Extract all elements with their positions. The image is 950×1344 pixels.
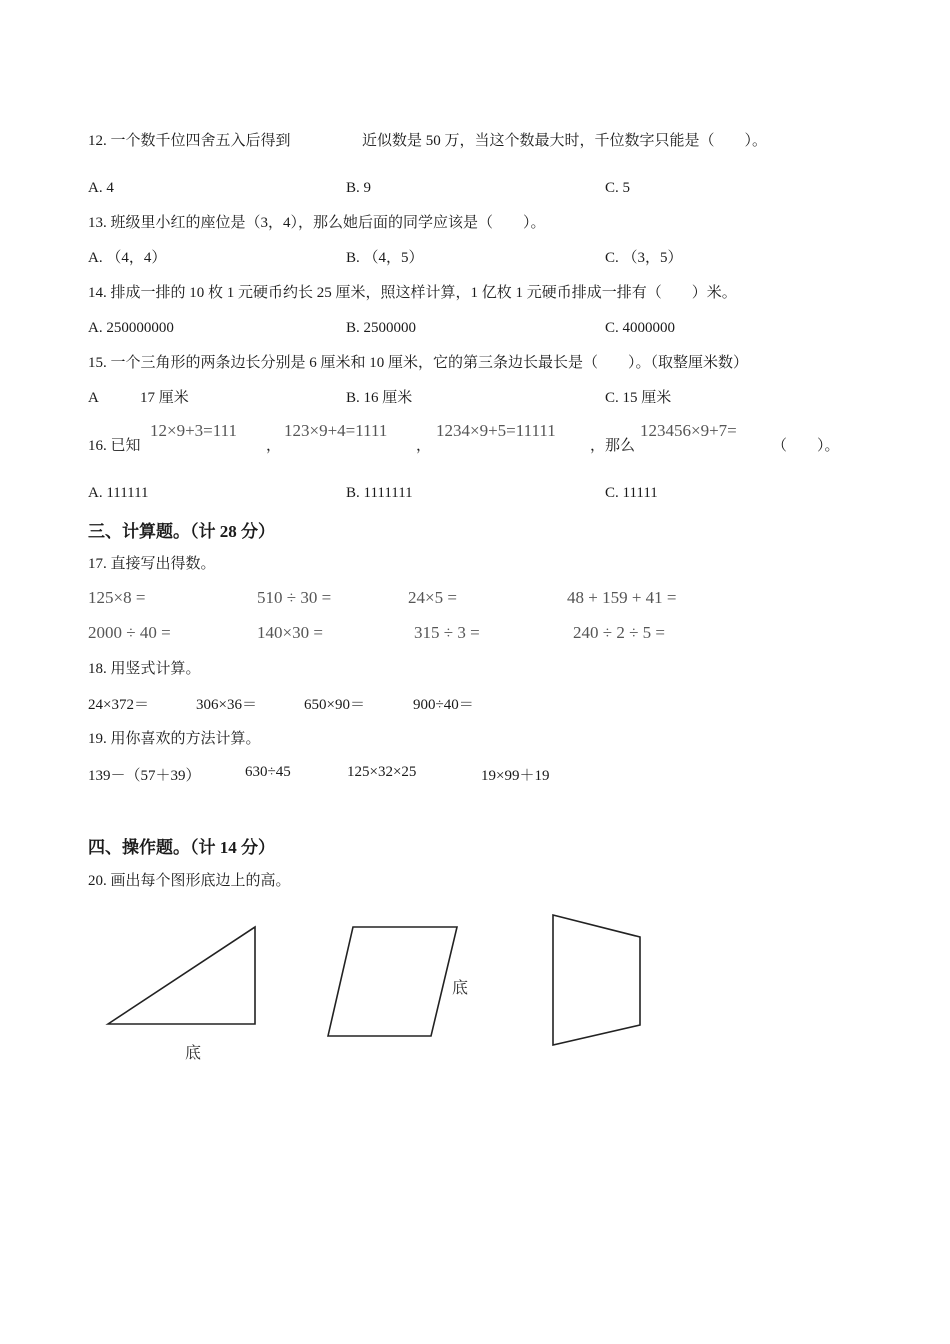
q13-stem: 13. 班级里小红的座位是（3，4），那么她后面的同学应该是（ ）。 — [88, 215, 546, 231]
q16-equation-3: 1234×9+5=11111 — [436, 421, 556, 440]
q12-option-c: C. 5 — [605, 180, 631, 196]
section3-title: 三、计算题。（计 28 分） — [88, 522, 275, 541]
q13-option-a: A. （4，4） — [88, 250, 167, 266]
q17-expr-7: 315 ÷ 3 = — [414, 623, 480, 642]
q14-stem: 14. 排成一排的 10 枚 1 元硬币约长 25 厘米，照这样计算，1 亿枚 1 元硬币排成一排有（ ）米。 — [88, 285, 737, 301]
q16-equation-4: 123456×9+7= — [640, 421, 737, 440]
q17-expr-3: 24×5 = — [408, 588, 457, 607]
q12-option-a: A. 4 — [88, 180, 114, 196]
q18-stem: 18. 用竖式计算。 — [88, 661, 201, 677]
q18-expr-4: 900÷40＝ — [413, 697, 474, 713]
q19-stem: 19. 用你喜欢的方法计算。 — [88, 731, 261, 747]
q15-option-a-value: 17 厘米 — [140, 390, 189, 406]
q13-option-c: C. （3，5） — [605, 250, 683, 266]
q12-option-b: B. 9 — [346, 180, 372, 196]
q14-option-b: B. 2500000 — [346, 320, 417, 336]
parallelogram-base-label: 底 — [452, 980, 469, 997]
q17-stem: 17. 直接写出得数。 — [88, 556, 216, 572]
q14-option-a: A. 250000000 — [88, 320, 174, 336]
q16-equation-1: 12×9+3=111 — [150, 421, 238, 440]
triangle-base-label: 底 — [185, 1045, 202, 1062]
q17-expr-1: 125×8 = — [88, 588, 146, 607]
q16-option-b: B. 1111111 — [346, 485, 413, 501]
q19-expr-4: 19×99＋19 — [481, 768, 550, 784]
section4-title: 四、操作题。（计 14 分） — [88, 838, 275, 857]
q17-expr-5: 2000 ÷ 40 = — [88, 623, 171, 642]
q16-option-a: A. 111111 — [88, 485, 149, 501]
q19-expr-2: 630÷45 — [245, 764, 291, 780]
q16-blank: （ ）。 — [772, 438, 840, 454]
q20-stem: 20. 画出每个图形底边上的高。 — [88, 873, 291, 889]
trapezoid-figure[interactable] — [553, 915, 640, 1045]
q18-expr-1: 24×372＝ — [88, 697, 149, 713]
q16-comma-2: ， — [416, 438, 432, 454]
q17-expr-8: 240 ÷ 2 ÷ 5 = — [573, 623, 665, 642]
q16-equation-2: 123×9+4=1111 — [284, 421, 388, 440]
q14-option-c: C. 4000000 — [605, 320, 676, 336]
q15-option-a-letter: A — [88, 390, 99, 406]
q12-stem-part1: 12. 一个数千位四舍五入后得到 — [88, 133, 291, 149]
q17-expr-6: 140×30 = — [257, 623, 323, 642]
q16-option-c: C. 11111 — [605, 485, 658, 501]
q19-expr-3: 125×32×25 — [347, 764, 417, 780]
q13-option-b: B. （4，5） — [346, 250, 424, 266]
q15-option-c: C. 15 厘米 — [605, 390, 672, 406]
q16-prefix: 16. 已知 — [88, 438, 141, 454]
q17-expr-2: 510 ÷ 30 = — [257, 588, 332, 607]
q16-then: ，那么 — [590, 438, 636, 454]
q15-stem: 15. 一个三角形的两条边长分别是 6 厘米和 10 厘米，它的第三条边长最长是（ ）。（取整厘米数） — [88, 355, 749, 371]
q18-expr-2: 306×36＝ — [196, 697, 257, 713]
q15-option-b: B. 16 厘米 — [346, 390, 413, 406]
q16-comma-1: ， — [266, 438, 282, 454]
q19-expr-1: 139－（57＋39） — [88, 768, 201, 784]
right-triangle-figure[interactable] — [108, 927, 255, 1024]
parallelogram-figure[interactable] — [328, 927, 457, 1036]
q18-expr-3: 650×90＝ — [304, 697, 365, 713]
q12-stem-part2: 近似数是 50 万，当这个数最大时，千位数字只能是（ ）。 — [362, 133, 768, 149]
q17-expr-4: 48 + 159 + 41 = — [567, 588, 677, 607]
